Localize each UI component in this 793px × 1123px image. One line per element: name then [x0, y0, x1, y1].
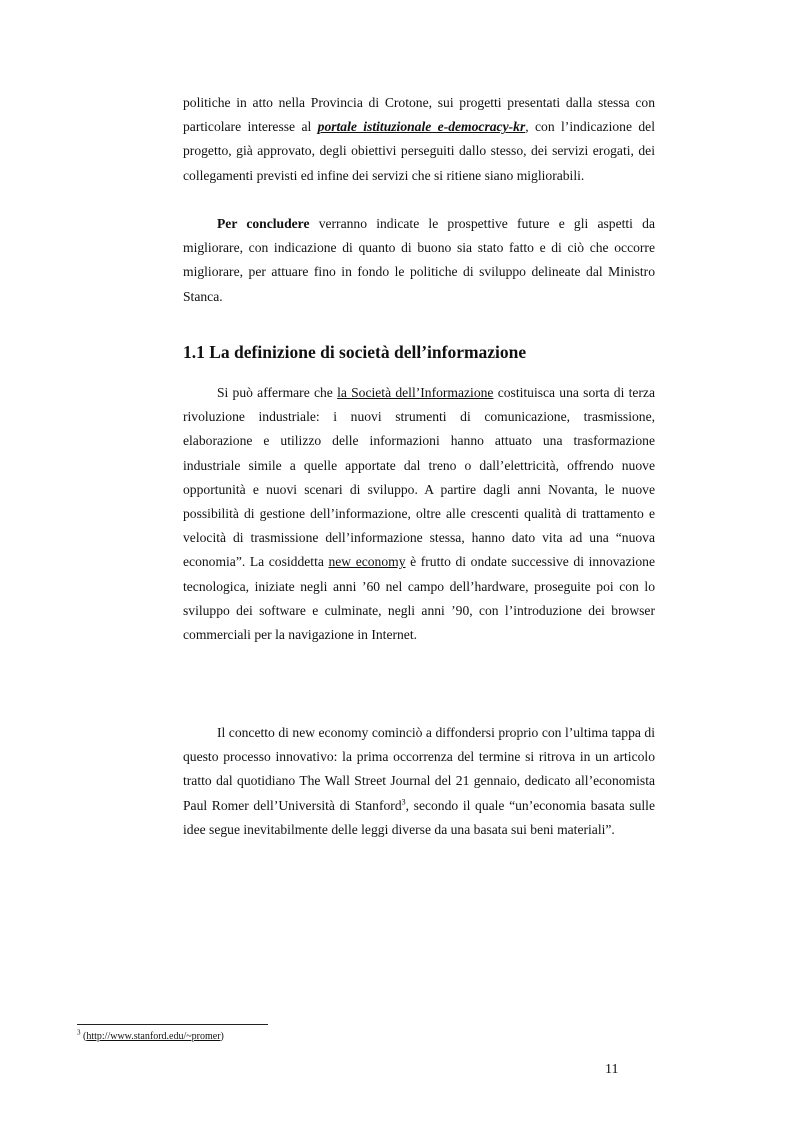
- intro-text-1: politiche in atto nella Provincia di Crotone, sui progetti presentati dalla stessa con particolare interesse al: [183, 95, 655, 135]
- new-economy-link[interactable]: new economy: [328, 554, 406, 570]
- societa-informazione-link[interactable]: la Società dell’Informazione: [337, 385, 494, 400]
- footnote-reference[interactable]: 3: [401, 797, 406, 807]
- p2-text-2: , secondo il quale “un’economia basata sulle idee segue inevitabilmente delle leggi diverse da una basata sui beni materiali”.: [183, 797, 655, 837]
- page-number: 11: [605, 1062, 619, 1077]
- p1-text-1: Si può affermare che: [217, 385, 338, 400]
- footnote-paren-close: ): [220, 1031, 224, 1042]
- intro-paragraph: [183, 91, 655, 188]
- conclusion-paragraph: [183, 212, 655, 309]
- section-heading: 1.1 La definizione di società dell’informazione: [183, 342, 527, 362]
- p2-text-1: Il concetto di new economy cominciò a diffondersi proprio con l’ultima tappa di questo processo innovativo: la prima occorrenza del termine si ritrova in un articolo tratto dal quotidiano The Wall Street Journal del 21 gennaio, dedicato all’economista Paul Romer dell’Università di Stanford: [183, 725, 655, 813]
- p1-text-3: è frutto di ondate successive di innovazione tecnologica, iniziate negli anni ’60 nel campo dell’hardware, proseguite poi con lo sviluppo dei software e culminate, negli anni ’90, con l’introduzione dei browser commerciali per la navigazione in Internet.: [183, 554, 656, 643]
- footnote-url-link[interactable]: http://www.stanford.edu/~promer: [86, 1031, 221, 1042]
- conclusion-text: verranno indicate le prospettive future e gli aspetti da migliorare, con indicazione di quanto di buono sia stato fatto e di ciò che occorre migliorare, per attuare fino in fondo le politiche di sviluppo delineate dal Ministro Stanca.: [183, 216, 655, 304]
- footnote-separator: [77, 1024, 268, 1025]
- conclusion-lead: Per concludere: [217, 216, 310, 231]
- footnote-number: 3: [77, 1028, 81, 1037]
- body-paragraph-1: [183, 381, 655, 647]
- footnote-paren-open: (: [80, 1031, 87, 1042]
- body-paragraph-2: [183, 721, 655, 842]
- p1-text-2: costituisca una sorta di terza rivoluzione industriale: i nuovi strumenti di comunicazione, trasmissione, elaborazione e utilizzo delle informazioni hanno attuato una trasformazione industriale simile a quelle apportate dal treno o dall’elettricità, offrendo nuove opportunità e nuovi scenari di sviluppo. A partire dagli anni Novanta, le nuove possibilità di gestione dell’informazione, oltre alle crescenti qualità di trattamento e velocità di trasmissione dell’informazione stessa, hanno dato vita ad una “nuova economia”. La cosiddetta: [183, 385, 655, 570]
- intro-text-2: , con l’indicazione del progetto, già approvato, degli obiettivi perseguiti dallo stesso, dei servizi erogati, dei collegamenti previsti ed infine dei servizi che si ritiene siano migliorabili.: [183, 119, 655, 183]
- portal-link[interactable]: portale istituzionale e-democracy-kr: [317, 119, 526, 135]
- footnote: [77, 1030, 224, 1044]
